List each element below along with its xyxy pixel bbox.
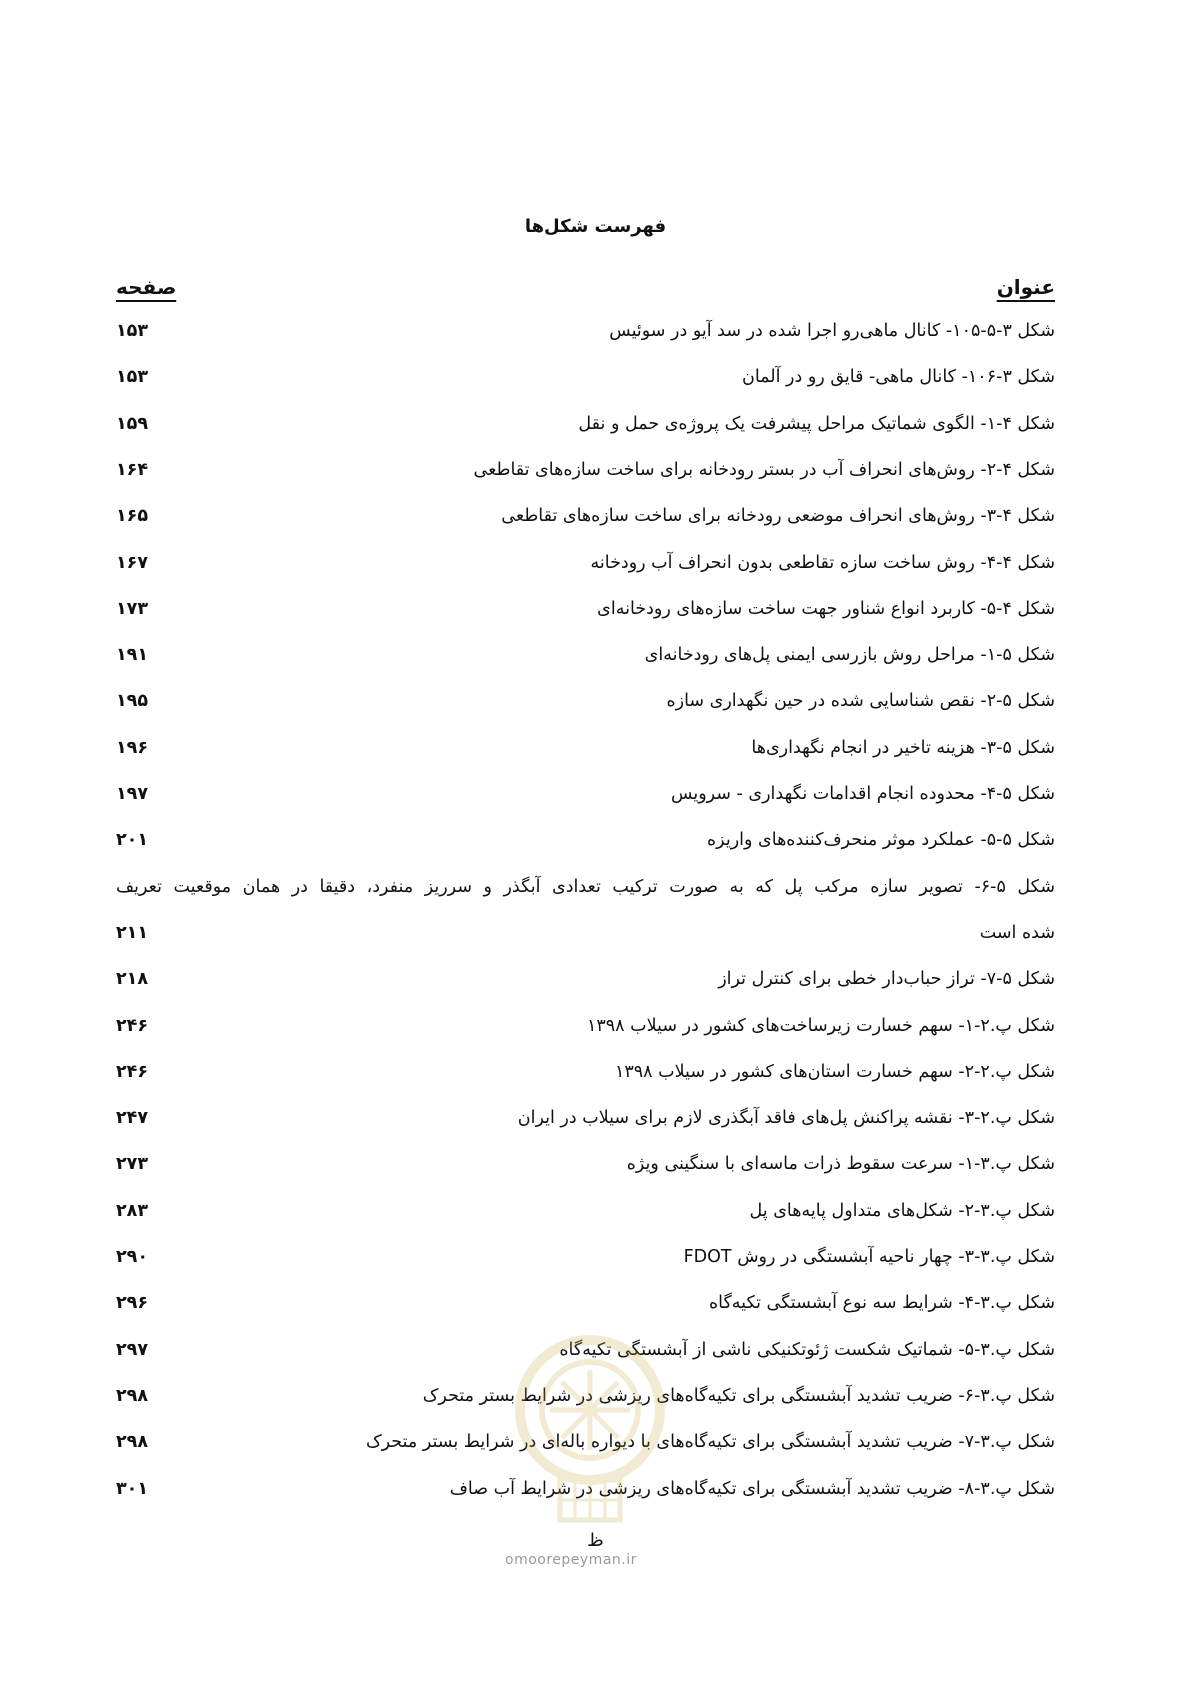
list-item[interactable] (0, 501, 1191, 547)
list-item[interactable] (0, 640, 1191, 686)
figure-caption: شکل ۵-۷- تراز حباب‌دار خطی برای کنترل تراز (718, 969, 1055, 990)
figure-caption: شکل ۴-۴- روش ساخت سازه تقاطعی بدون انحراف آب رودخانه (590, 552, 1055, 573)
list-item[interactable] (0, 1103, 1191, 1149)
list-item[interactable] (0, 1242, 1191, 1288)
page-number: ۱۵۳ (116, 321, 149, 341)
figure-caption: شکل ۳-۱۰۶- کانال ماهی- قایق رو در آلمان (741, 367, 1055, 388)
figure-caption: شکل ۵-۱- مراحل روش بازرسی ایمنی پل‌های رودخانه‌ای (644, 645, 1055, 666)
page-number: ۱۵۹ (116, 413, 149, 434)
column-header-page: صفحه (116, 275, 177, 299)
page-number: ۲۱۸ (116, 969, 149, 990)
figure-caption: شکل پ.۲-۳- نقشه پراکنش پل‌های فاقد آبگذری لازم برای سیلاب در ایران (517, 1108, 1055, 1129)
page-number: ۱۹۱ (116, 645, 149, 666)
list-item[interactable] (0, 1196, 1191, 1242)
figure-caption: شکل ۴-۳- روش‌های انحراف موضعی رودخانه برای ساخت سازه‌های تقاطعی (501, 506, 1055, 527)
page-number: ۲۹۷ (116, 1339, 149, 1360)
page-number: ۲۴۶ (116, 1061, 149, 1082)
figure-caption: شکل پ.۳-۳- چهار ناحیه آبشستگی در روش FDOT (683, 1247, 1055, 1267)
figure-caption: شکل ۵-۶- تصویر سازه مرکب پل که به صورت ترکیب تعدادی آبگذر و سرریز منفرد، دقیقا در همان موقعیت تعریف (116, 876, 1055, 897)
list-item[interactable] (0, 548, 1191, 594)
page-number: ۲۹۰ (116, 1247, 149, 1267)
list-item[interactable] (0, 1149, 1191, 1195)
page-number: ۱۵۳ (116, 367, 149, 388)
figure-caption: شکل پ.۲-۲- سهم خسارت استان‌های کشور در سیلاب ۱۳۹۸ (614, 1061, 1055, 1082)
page-number-footer: ظ (587, 1530, 604, 1551)
page-number: ۲۹۶ (116, 1293, 149, 1314)
figure-caption: شکل پ.۳-۴- شرایط سه نوع آبشستگی تکیه‌گاه (708, 1293, 1055, 1314)
figure-caption: شکل ۵-۲- نقص شناسایی شده در حین نگهداری سازه (666, 691, 1055, 712)
figure-caption: شکل ۴-۵- کاربرد انواع شناور جهت ساخت سازه‌های رودخانه‌ای (597, 598, 1055, 619)
list-item[interactable] (0, 409, 1191, 455)
page-number: ۲۹۸ (116, 1432, 149, 1453)
figure-caption: شکل ۳-۵-۱۰۵- کانال ماهی‌رو اجرا شده در سد آیو در سوئیس (609, 321, 1055, 341)
list-item[interactable] (0, 686, 1191, 732)
page-number: ۱۹۷ (116, 784, 149, 804)
figure-caption: شکل پ.۳-۸- ضریب تشدید آبشستگی برای تکیه‌گاه‌های ریزشی در شرایط آب صاف (449, 1478, 1055, 1499)
figure-caption: شکل ۴-۲- روش‌های انحراف آب در بستر رودخانه برای ساخت سازه‌های تقاطعی (473, 459, 1055, 480)
page-number: ۱۶۴ (116, 459, 149, 480)
page-number: ۲۰۱ (116, 830, 149, 851)
page-number: ۲۹۸ (116, 1385, 149, 1406)
figure-caption: شکل پ.۳-۲- شکل‌های متداول پایه‌های پل (749, 1200, 1055, 1221)
figure-caption: شکل ۵-۵- عملکرد موثر منحرف‌کننده‌های واریزه (707, 830, 1055, 851)
list-item[interactable] (0, 316, 1191, 362)
page-number: ۱۹۶ (116, 737, 149, 758)
figure-caption: شکل ۵-۴- محدوده انجام اقدامات نگهداری - سرویس (671, 784, 1055, 804)
figure-caption: شکل پ.۳-۱- سرعت سقوط ذرات ماسه‌ای با سنگینی ویژه (626, 1154, 1055, 1175)
page-number: ۱۷۳ (116, 598, 149, 619)
list-item[interactable] (0, 594, 1191, 640)
page-number: ۲۴۶ (116, 1015, 149, 1036)
figure-caption: شکل ۵-۳- هزینه تاخیر در انجام نگهداری‌ها (751, 737, 1055, 758)
list-item[interactable] (0, 733, 1191, 779)
list-item[interactable] (0, 964, 1191, 1010)
list-item[interactable] (0, 455, 1191, 501)
figure-caption: شکل پ.۲-۱- سهم خسارت زیرساخت‌های کشور در سیلاب ۱۳۹۸ (586, 1015, 1055, 1036)
page-number: ۱۹۵ (116, 691, 149, 712)
page-number: ۱۶۵ (116, 506, 149, 527)
page-number: ۲۴۷ (116, 1108, 149, 1129)
figure-caption: شکل پ.۳-۶- ضریب تشدید آبشستگی برای تکیه‌گاه‌های ریزشی در شرایط بستر متحرک (422, 1385, 1055, 1406)
page-number: ۱۶۷ (116, 552, 149, 573)
page-title: فهرست شکل‌ها (524, 216, 667, 237)
figure-caption: شکل پ.۳-۵- شماتیک شکست ژئوتکنیکی ناشی از آبشستگی تکیه‌گاه (559, 1339, 1055, 1360)
page-number: ۲۷۳ (116, 1154, 149, 1175)
list-item[interactable] (0, 1011, 1191, 1057)
list-item[interactable] (0, 1057, 1191, 1103)
column-header-title: عنوان (996, 275, 1055, 299)
list-item[interactable] (0, 872, 1191, 943)
figure-caption: شکل پ.۳-۷- ضریب تشدید آبشستگی برای تکیه‌گاه‌های با دیواره باله‌ای در شرایط بستر متحرک (365, 1432, 1055, 1453)
watermark-text: omoorepeyman.ir (505, 1552, 637, 1568)
figure-caption: شکل ۴-۱- الگوی شماتیک مراحل پیشرفت یک پروژه‌ی حمل و نقل (578, 413, 1055, 434)
page-number: ۲۱۱ (116, 922, 149, 943)
list-item[interactable] (0, 779, 1191, 825)
page-number: ۳۰۱ (116, 1478, 149, 1499)
page-number: ۲۸۳ (116, 1200, 149, 1221)
figure-caption-continuation: شده است (979, 922, 1055, 943)
logo-watermark-icon (490, 1300, 690, 1560)
list-item[interactable] (0, 362, 1191, 408)
list-item[interactable] (0, 825, 1191, 871)
